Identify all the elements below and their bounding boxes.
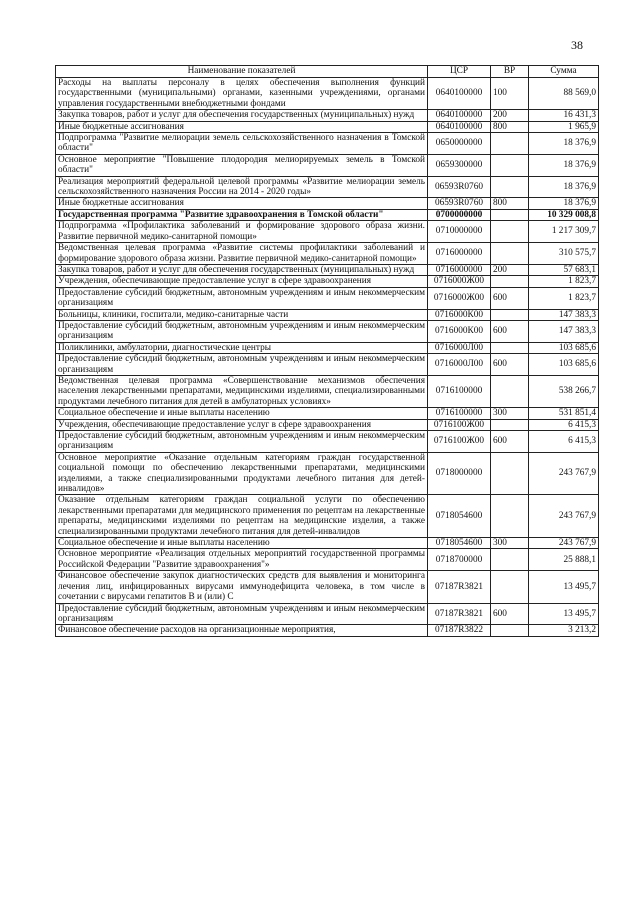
table-row (56, 354, 599, 376)
row-name: Больницы, клиники, госпитали, медико-санитарные части (56, 309, 428, 320)
table-row (56, 431, 599, 453)
row-sum: 25 888,1 (529, 549, 599, 571)
row-sum: 16 431,3 (529, 110, 599, 121)
row-sum: 1 217 309,7 (529, 221, 599, 243)
row-name: Ведомственная целевая программа «Совершенствование механизмов обеспечения населения лекарственными препаратами, медицинскими изделиями, специализированными продуктами лечебного питания для детей в амбулаторных условиях» (56, 375, 428, 407)
table-row (56, 110, 599, 121)
row-name: Подпрограмма «Профилактика заболеваний и формирование здорового образа жизни. Развитие первичной медико-санитарной помощи» (56, 221, 428, 243)
row-vr: 100 (491, 78, 529, 110)
row-name: Государственная программа "Развитие здравоохранения в Томской области" (56, 209, 428, 220)
row-vr: 600 (491, 320, 529, 342)
table-row (56, 309, 599, 320)
table-row (56, 571, 599, 603)
row-csr: 0716000Л00 (428, 342, 491, 353)
row-name: Учреждения, обеспечивающие предоставление услуг в сфере здравоохранения (56, 419, 428, 430)
table-row (56, 121, 599, 132)
row-sum: 6 415,3 (529, 431, 599, 453)
row-vr: 600 (491, 354, 529, 376)
row-sum: 243 767,9 (529, 538, 599, 549)
row-name: Закупка товаров, работ и услуг для обеспечения государственных (муниципальных) нужд (56, 110, 428, 121)
row-name: Иные бюджетные ассигнования (56, 121, 428, 132)
row-vr (491, 571, 529, 603)
row-vr: 600 (491, 603, 529, 625)
row-csr: 0718000000 (428, 452, 491, 495)
row-name: Предоставление субсидий бюджетным, автономным учреждениям и иным некоммерческим организациям (56, 320, 428, 342)
table-row (56, 243, 599, 265)
row-csr: 0716000000 (428, 243, 491, 265)
row-sum: 13 495,7 (529, 603, 599, 625)
row-name: Ведомственная целевая программа «Развитие системы профилактики заболеваний и формирование здорового образа жизни. Развитие первичной медико-санитарной помощи» (56, 243, 428, 265)
row-csr: 0700000000 (428, 209, 491, 220)
page-number: 38 (571, 38, 583, 52)
row-name: Социальное обеспечение и иные выплаты населению (56, 538, 428, 549)
row-name: Финансовое обеспечение закупок диагностических средств для выявления и мониторинга лечения лиц, инфицированных вирусами иммунодефицита человека, в том числе в сочетании с вирусами гепатитов В и (или) С (56, 571, 428, 603)
row-vr (491, 549, 529, 571)
table-row (56, 375, 599, 407)
row-csr: 0640100000 (428, 78, 491, 110)
row-sum: 310 575,7 (529, 243, 599, 265)
budget-table (55, 65, 599, 637)
row-sum: 147 383,3 (529, 320, 599, 342)
row-name: Поликлиники, амбулатории, диагностические центры (56, 342, 428, 353)
row-name: Основное мероприятие «Оказание отдельным категориям граждан государственной социальной помощи по обеспечению лекарственными препаратами, медицинскими изделиями, а также специализированными продуктами лечебного питания для детей-инвалидов» (56, 452, 428, 495)
row-sum: 103 685,6 (529, 354, 599, 376)
row-sum: 3 213,2 (529, 625, 599, 636)
table-row (56, 603, 599, 625)
row-name: Иные бюджетные ассигнования (56, 198, 428, 209)
row-name: Оказание отдельным категориям граждан социальной услуги по обеспечению лекарственными препаратами для медицинского применения по рецептам на лекарственные препараты, медицинскими изделиями по рецептам на медицинские изделия, а также специализированными продуктами лечебного питания для детей-инвалидов (56, 495, 428, 538)
row-sum: 10 329 008,8 (529, 209, 599, 220)
table-row (56, 408, 599, 419)
row-vr (491, 625, 529, 636)
row-csr: 0716000Л00 (428, 354, 491, 376)
table-row (56, 133, 599, 155)
row-vr (491, 419, 529, 430)
row-vr (491, 309, 529, 320)
header-vr: ВР (491, 66, 529, 78)
row-sum: 18 376,9 (529, 154, 599, 176)
row-csr: 0640100000 (428, 110, 491, 121)
row-vr (491, 154, 529, 176)
row-sum: 88 569,0 (529, 78, 599, 110)
row-sum: 18 376,9 (529, 198, 599, 209)
row-sum: 243 767,9 (529, 452, 599, 495)
row-csr: 0718054600 (428, 495, 491, 538)
row-csr: 0716100Ж00 (428, 419, 491, 430)
row-name: Социальное обеспечение и иные выплаты населению (56, 408, 428, 419)
row-vr (491, 209, 529, 220)
table-row (56, 221, 599, 243)
row-sum: 1 823,7 (529, 287, 599, 309)
row-name: Реализация мероприятий федеральной целевой программы «Развитие мелиорации земель сельскохозяйственного назначения России на 2014 - 2020 годы» (56, 176, 428, 198)
row-vr: 800 (491, 198, 529, 209)
header-name: Наименование показателей (56, 66, 428, 78)
row-name: Предоставление субсидий бюджетным, автономным учреждениям и иным некоммерческим организациям (56, 603, 428, 625)
row-csr: 0716000К00 (428, 320, 491, 342)
row-csr: 0650000000 (428, 133, 491, 155)
table-row (56, 198, 599, 209)
row-csr: 07187R3822 (428, 625, 491, 636)
row-vr (491, 243, 529, 265)
row-vr: 800 (491, 121, 529, 132)
row-vr: 200 (491, 110, 529, 121)
row-name: Расходы на выплаты персоналу в целях обеспечения выполнения функций государственными (муниципальными) органами, казенными учреждениями, органами управления государственными внебюджетными фондами (56, 78, 428, 110)
row-csr: 0640100000 (428, 121, 491, 132)
row-vr (491, 375, 529, 407)
row-csr: 0716000Ж00 (428, 287, 491, 309)
row-csr: 0716000К00 (428, 309, 491, 320)
row-name: Учреждения, обеспечивающие предоставление услуг в сфере здравоохранения (56, 276, 428, 287)
row-csr: 07187R3821 (428, 603, 491, 625)
row-sum: 13 495,7 (529, 571, 599, 603)
row-sum: 531 851,4 (529, 408, 599, 419)
row-csr: 0718700000 (428, 549, 491, 571)
row-vr: 200 (491, 264, 529, 275)
row-sum: 538 266,7 (529, 375, 599, 407)
row-vr (491, 452, 529, 495)
table-row (56, 176, 599, 198)
row-vr (491, 221, 529, 243)
table-header-row (56, 66, 599, 78)
table-row (56, 78, 599, 110)
row-name: Основное мероприятие "Повышение плодородия мелиорируемых земель в Томской области" (56, 154, 428, 176)
table-row (56, 625, 599, 636)
row-sum: 6 415,3 (529, 419, 599, 430)
row-name: Подпрограмма "Развитие мелиорации земель сельскохозяйственного назначения в Томской области" (56, 133, 428, 155)
table-row (56, 154, 599, 176)
header-sum: Сумма (529, 66, 599, 78)
row-csr: 0716000000 (428, 264, 491, 275)
table-row (56, 495, 599, 538)
table-row (56, 538, 599, 549)
row-name: Финансовое обеспечение расходов на организационные мероприятия, (56, 625, 428, 636)
table-row (56, 419, 599, 430)
row-csr: 06593R0760 (428, 176, 491, 198)
row-sum: 103 685,6 (529, 342, 599, 353)
row-vr (491, 495, 529, 538)
header-csr: ЦСР (428, 66, 491, 78)
row-name: Предоставление субсидий бюджетным, автономным учреждениям и иным некоммерческим организациям (56, 431, 428, 453)
row-sum: 243 767,9 (529, 495, 599, 538)
row-sum: 1 823,7 (529, 276, 599, 287)
table-row (56, 276, 599, 287)
table-row (56, 264, 599, 275)
row-vr: 600 (491, 431, 529, 453)
row-vr (491, 276, 529, 287)
table-row (56, 549, 599, 571)
table-row (56, 209, 599, 220)
row-csr: 0716100Ж00 (428, 431, 491, 453)
row-vr (491, 176, 529, 198)
row-csr: 0716100000 (428, 408, 491, 419)
row-vr: 300 (491, 408, 529, 419)
row-csr: 0659300000 (428, 154, 491, 176)
row-csr: 0716100000 (428, 375, 491, 407)
row-name: Закупка товаров, работ и услуг для обеспечения государственных (муниципальных) нужд (56, 264, 428, 275)
row-name: Основное мероприятие «Реализация отдельных мероприятий государственной программы Российской Федерации "Развитие здравоохранения"» (56, 549, 428, 571)
row-name: Предоставление субсидий бюджетным, автономным учреждениям и иным некоммерческим организациям (56, 354, 428, 376)
row-csr: 0716000Ж00 (428, 276, 491, 287)
row-sum: 18 376,9 (529, 133, 599, 155)
table-row (56, 452, 599, 495)
row-sum: 57 683,1 (529, 264, 599, 275)
row-sum: 147 383,3 (529, 309, 599, 320)
row-csr: 0710000000 (428, 221, 491, 243)
table-row (56, 342, 599, 353)
table-row (56, 320, 599, 342)
row-vr: 300 (491, 538, 529, 549)
row-csr: 07187R3821 (428, 571, 491, 603)
row-vr: 600 (491, 287, 529, 309)
row-vr (491, 133, 529, 155)
row-csr: 06593R0760 (428, 198, 491, 209)
row-sum: 18 376,9 (529, 176, 599, 198)
table-row (56, 287, 599, 309)
row-vr (491, 342, 529, 353)
row-csr: 0718054600 (428, 538, 491, 549)
row-sum: 1 965,9 (529, 121, 599, 132)
row-name: Предоставление субсидий бюджетным, автономным учреждениям и иным некоммерческим организациям (56, 287, 428, 309)
